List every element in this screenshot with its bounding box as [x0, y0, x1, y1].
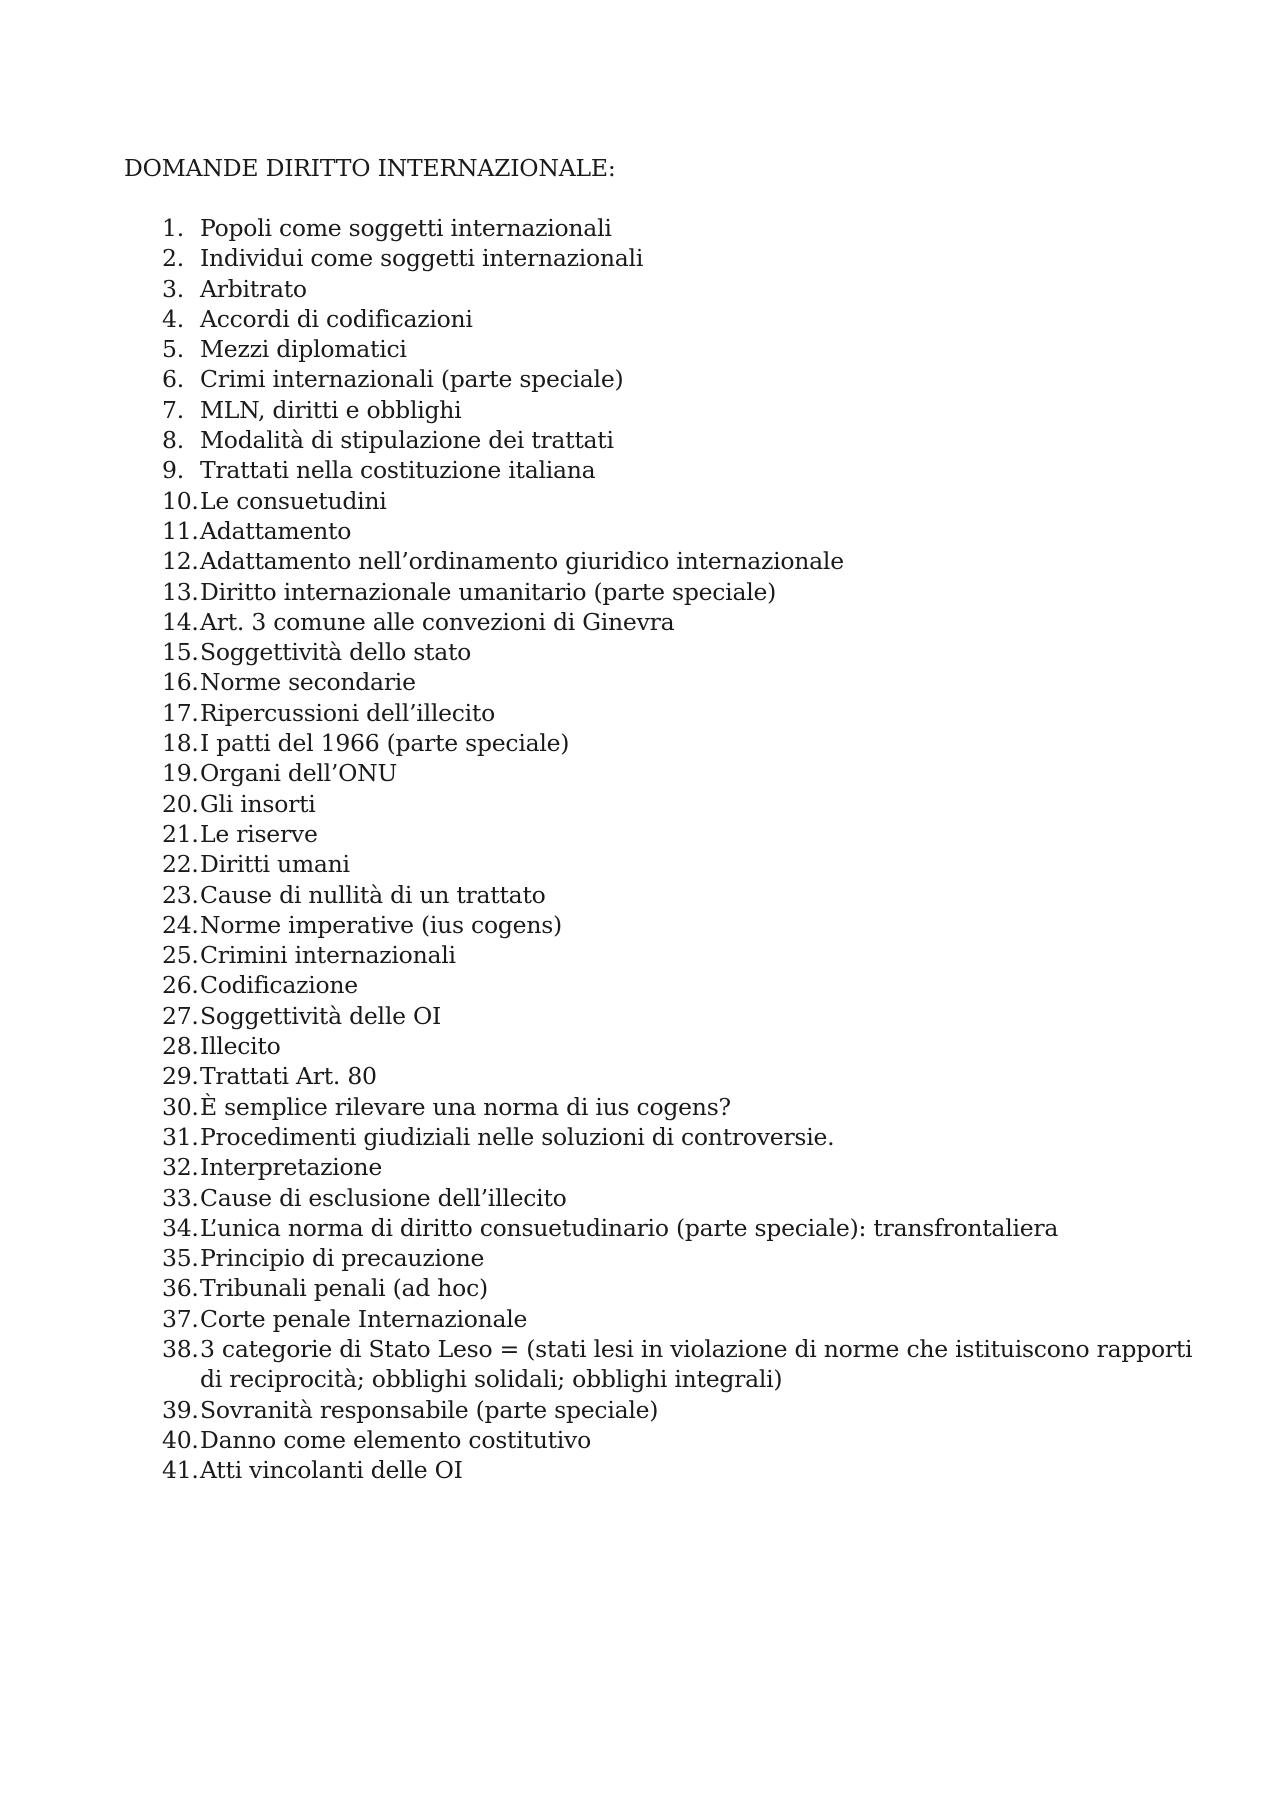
list-item: [0, 213, 1280, 243]
list-item-number: 24.: [162, 910, 199, 939]
list-item: [0, 880, 1280, 910]
list-item-text: Codificazione: [200, 971, 358, 1000]
list-item: [0, 1304, 1280, 1334]
list-item-text: Atti vincolanti delle OI: [200, 1456, 463, 1485]
list-item-text: Mezzi diplomatici: [200, 335, 407, 364]
list-item-number: 30.: [162, 1092, 199, 1121]
list-item-text: Interpretazione: [200, 1153, 382, 1182]
list-item: [0, 1001, 1280, 1031]
list-item-text: Norme secondarie: [200, 668, 416, 697]
list-item-text: Crimini internazionali: [200, 941, 456, 970]
list-item-text: Sovranità responsabile (parte speciale): [200, 1395, 659, 1424]
list-item-number: 34.: [162, 1213, 199, 1242]
list-item-number: 37.: [162, 1304, 199, 1333]
list-item-text: Popoli come soggetti internazionali: [200, 214, 612, 242]
list-item-number: 14.: [162, 607, 199, 636]
list-item-number: 1.: [162, 214, 184, 242]
list-item-text: Organi dell’ONU: [200, 759, 398, 788]
list-item-text: 3 categorie di Stato Leso = (stati lesi in violazione di norme che istituiscono rapporti di reciprocità; obblighi solidali; obblighi integrali): [200, 1334, 1193, 1394]
list-item-text: Principio di precauzione: [200, 1244, 485, 1273]
list-item: [0, 1425, 1280, 1455]
list-item-text: Soggettività dello stato: [200, 638, 472, 667]
list-item-text: Soggettività delle OI: [200, 1001, 442, 1030]
list-item-text: Cause di esclusione dell’illecito: [200, 1183, 567, 1212]
list-item-number: 33.: [162, 1183, 199, 1212]
list-item: [0, 546, 1280, 576]
list-item: [0, 334, 1280, 364]
list-item: [0, 1243, 1280, 1273]
list-item: [0, 516, 1280, 546]
list-item: [0, 364, 1280, 394]
list-item: [0, 698, 1280, 728]
list-item-number: 6.: [162, 365, 184, 394]
list-item-number: 18.: [162, 729, 199, 758]
list-item-text: Le riserve: [200, 819, 318, 848]
list-item-text: Procedimenti giudiziali nelle soluzioni di controversie.: [200, 1122, 835, 1151]
question-list: [0, 213, 1280, 1485]
list-item-number: 41.: [162, 1456, 199, 1485]
list-item: [0, 1273, 1280, 1303]
list-item: [0, 1183, 1280, 1213]
list-item-number: 21.: [162, 819, 199, 848]
list-item-number: 38.: [162, 1334, 199, 1363]
list-item-text: Ripercussioni dell’illecito: [200, 698, 496, 727]
list-item: [0, 1152, 1280, 1182]
list-item-number: 4.: [162, 304, 184, 333]
list-item-number: 10.: [162, 486, 199, 515]
list-item: [0, 1031, 1280, 1061]
list-item-number: 20.: [162, 789, 199, 818]
list-item: [0, 728, 1280, 758]
list-item-text: L’unica norma di diritto consuetudinario (parte speciale): transfrontaliera: [200, 1213, 1059, 1242]
list-item: [0, 910, 1280, 940]
list-item-text: Individui come soggetti internazionali: [200, 244, 644, 273]
list-item: [0, 425, 1280, 455]
list-item: [0, 243, 1280, 273]
list-item-number: 23.: [162, 880, 199, 909]
list-item-text: Trattati nella costituzione italiana: [200, 456, 596, 485]
list-item-number: 15.: [162, 638, 199, 667]
list-item-number: 25.: [162, 941, 199, 970]
list-item: [0, 940, 1280, 970]
list-item-number: 12.: [162, 547, 199, 576]
list-item: [0, 970, 1280, 1000]
list-item: [0, 274, 1280, 304]
list-item-text: Illecito: [200, 1032, 281, 1061]
list-item-number: 29.: [162, 1062, 199, 1091]
list-item: [0, 758, 1280, 788]
list-item-text: Arbitrato: [200, 274, 307, 303]
list-item-text: Le consuetudini: [200, 486, 387, 515]
list-item: [0, 1122, 1280, 1152]
list-item-text: I patti del 1966 (parte speciale): [200, 729, 570, 758]
list-item-text: Accordi di codificazioni: [200, 304, 473, 333]
page-title: DOMANDE DIRITTO INTERNAZIONALE:: [124, 154, 616, 182]
list-item: [0, 849, 1280, 879]
list-item-text: Gli insorti: [200, 789, 316, 818]
list-item-number: 40.: [162, 1425, 199, 1454]
list-item-text: Tribunali penali (ad hoc): [200, 1274, 488, 1303]
list-item: [0, 486, 1280, 516]
list-item: [0, 577, 1280, 607]
list-item-number: 2.: [162, 244, 184, 273]
list-item-text: Corte penale Internazionale: [200, 1304, 528, 1333]
list-item-text: Cause di nullità di un trattato: [200, 880, 546, 909]
list-item-number: 8.: [162, 426, 184, 455]
list-item-number: 11.: [162, 516, 199, 545]
list-item-number: 3.: [162, 274, 184, 303]
list-item: [0, 637, 1280, 667]
list-item-number: 39.: [162, 1395, 199, 1424]
list-item: [0, 1395, 1280, 1425]
list-item: [0, 819, 1280, 849]
list-item-number: 28.: [162, 1032, 199, 1061]
list-item: [0, 1213, 1280, 1243]
list-item-number: 36.: [162, 1274, 199, 1303]
list-item-text: È semplice rilevare una norma di ius cogens?: [200, 1092, 731, 1121]
list-item-number: 22.: [162, 850, 199, 879]
list-item-text: Danno come elemento costitutivo: [200, 1425, 591, 1454]
list-item: [0, 455, 1280, 485]
list-item-text: Adattamento nell’ordinamento giuridico internazionale: [200, 547, 844, 576]
list-item: [0, 395, 1280, 425]
list-item-text: Trattati Art. 80: [200, 1062, 377, 1091]
list-item: [0, 1061, 1280, 1091]
list-item: [0, 1092, 1280, 1122]
list-item: [0, 607, 1280, 637]
list-item-number: 19.: [162, 759, 199, 788]
list-item-text: MLN, diritti e obblighi: [200, 395, 462, 424]
list-item-number: 13.: [162, 577, 199, 606]
list-item-number: 27.: [162, 1001, 199, 1030]
list-item-text: Art. 3 comune alle convezioni di Ginevra: [200, 607, 675, 636]
list-item-number: 17.: [162, 698, 199, 727]
list-item-number: 7.: [162, 395, 184, 424]
list-item-number: 9.: [162, 456, 184, 485]
list-item: [0, 1334, 1280, 1395]
list-item-number: 5.: [162, 335, 184, 364]
list-item-number: 26.: [162, 971, 199, 1000]
list-item-text: Adattamento: [200, 516, 352, 545]
list-item-number: 31.: [162, 1122, 199, 1151]
list-item: [0, 1455, 1280, 1485]
list-item: [0, 667, 1280, 697]
list-item: [0, 789, 1280, 819]
list-item-number: 16.: [162, 668, 199, 697]
list-item-number: 35.: [162, 1244, 199, 1273]
list-item-text: Modalità di stipulazione dei trattati: [200, 426, 614, 455]
list-item-number: 32.: [162, 1153, 199, 1182]
list-item-text: Diritto internazionale umanitario (parte speciale): [200, 577, 777, 606]
list-item-text: Diritti umani: [200, 850, 350, 879]
list-item-text: Norme imperative (ius cogens): [200, 910, 562, 939]
list-item: [0, 304, 1280, 334]
list-item-text: Crimi internazionali (parte speciale): [200, 365, 624, 394]
